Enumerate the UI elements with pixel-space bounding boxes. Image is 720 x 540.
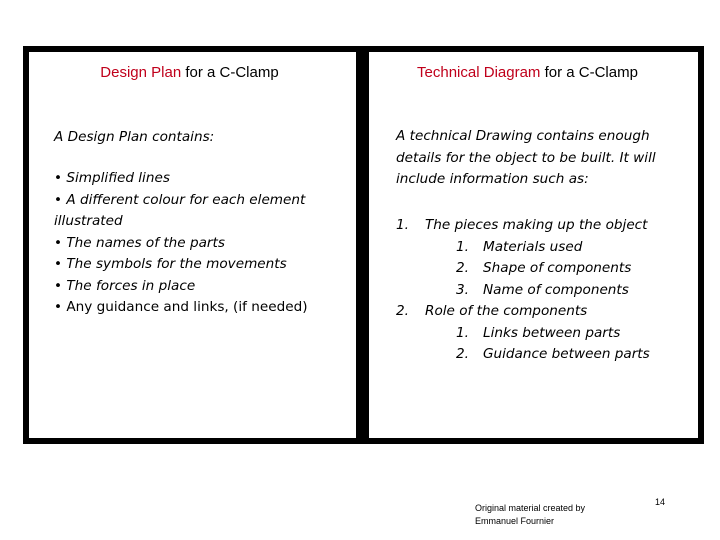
list-item: • Any guidance and links, (if needed) [54, 299, 308, 315]
bullet-symbol: • [54, 277, 63, 294]
list-item: • Simplified lines [54, 170, 170, 186]
design-plan-title [23, 64, 356, 81]
list-item: • The names of the parts [54, 234, 225, 251]
list-item: • The symbols for the movements [54, 256, 287, 272]
technical-diagram-title-rest: for a C-Clamp [540, 64, 638, 81]
technical-diagram-title-highlight: Technical Diagram [417, 64, 541, 81]
technical-diagram-numbered-list [396, 215, 650, 366]
technical-diagram-intro: A technical Drawing contains enough details for the object to be built. It will include information such as: [396, 128, 656, 187]
list-subitem: 3. Name of components [456, 281, 629, 298]
design-plan-bullet-list [54, 168, 354, 319]
bullet-symbol: • [54, 191, 63, 208]
list-item: • A different colour for each element illustrated [54, 191, 306, 229]
technical-diagram-title [357, 64, 698, 81]
design-plan-title-rest: for a C-Clamp [181, 64, 279, 81]
technical-diagram-panel [369, 52, 698, 438]
list-subitem: 2. Shape of components [456, 260, 632, 276]
list-item: • The forces in place [54, 277, 196, 294]
slide-frame [23, 46, 704, 444]
bullet-symbol: • [54, 299, 63, 315]
list-item: 2. Role of the components [396, 303, 588, 319]
design-plan-intro: A Design Plan contains: [54, 129, 215, 145]
page-number: 14 [655, 497, 666, 507]
credit-text: Original material created by Emmanuel Fournier [475, 503, 586, 526]
list-subitem: 2. Guidance between parts [456, 346, 650, 362]
design-plan-panel [29, 52, 356, 438]
bullet-symbol: • [54, 256, 63, 272]
bullet-symbol: • [54, 234, 63, 251]
list-subitem: 1. Links between parts [456, 324, 621, 341]
bullet-symbol: • [54, 170, 63, 186]
design-plan-title-highlight: Design Plan [100, 64, 182, 81]
list-item: 1. The pieces making up the object [396, 217, 648, 233]
list-subitem: 1. Materials used [456, 238, 583, 255]
